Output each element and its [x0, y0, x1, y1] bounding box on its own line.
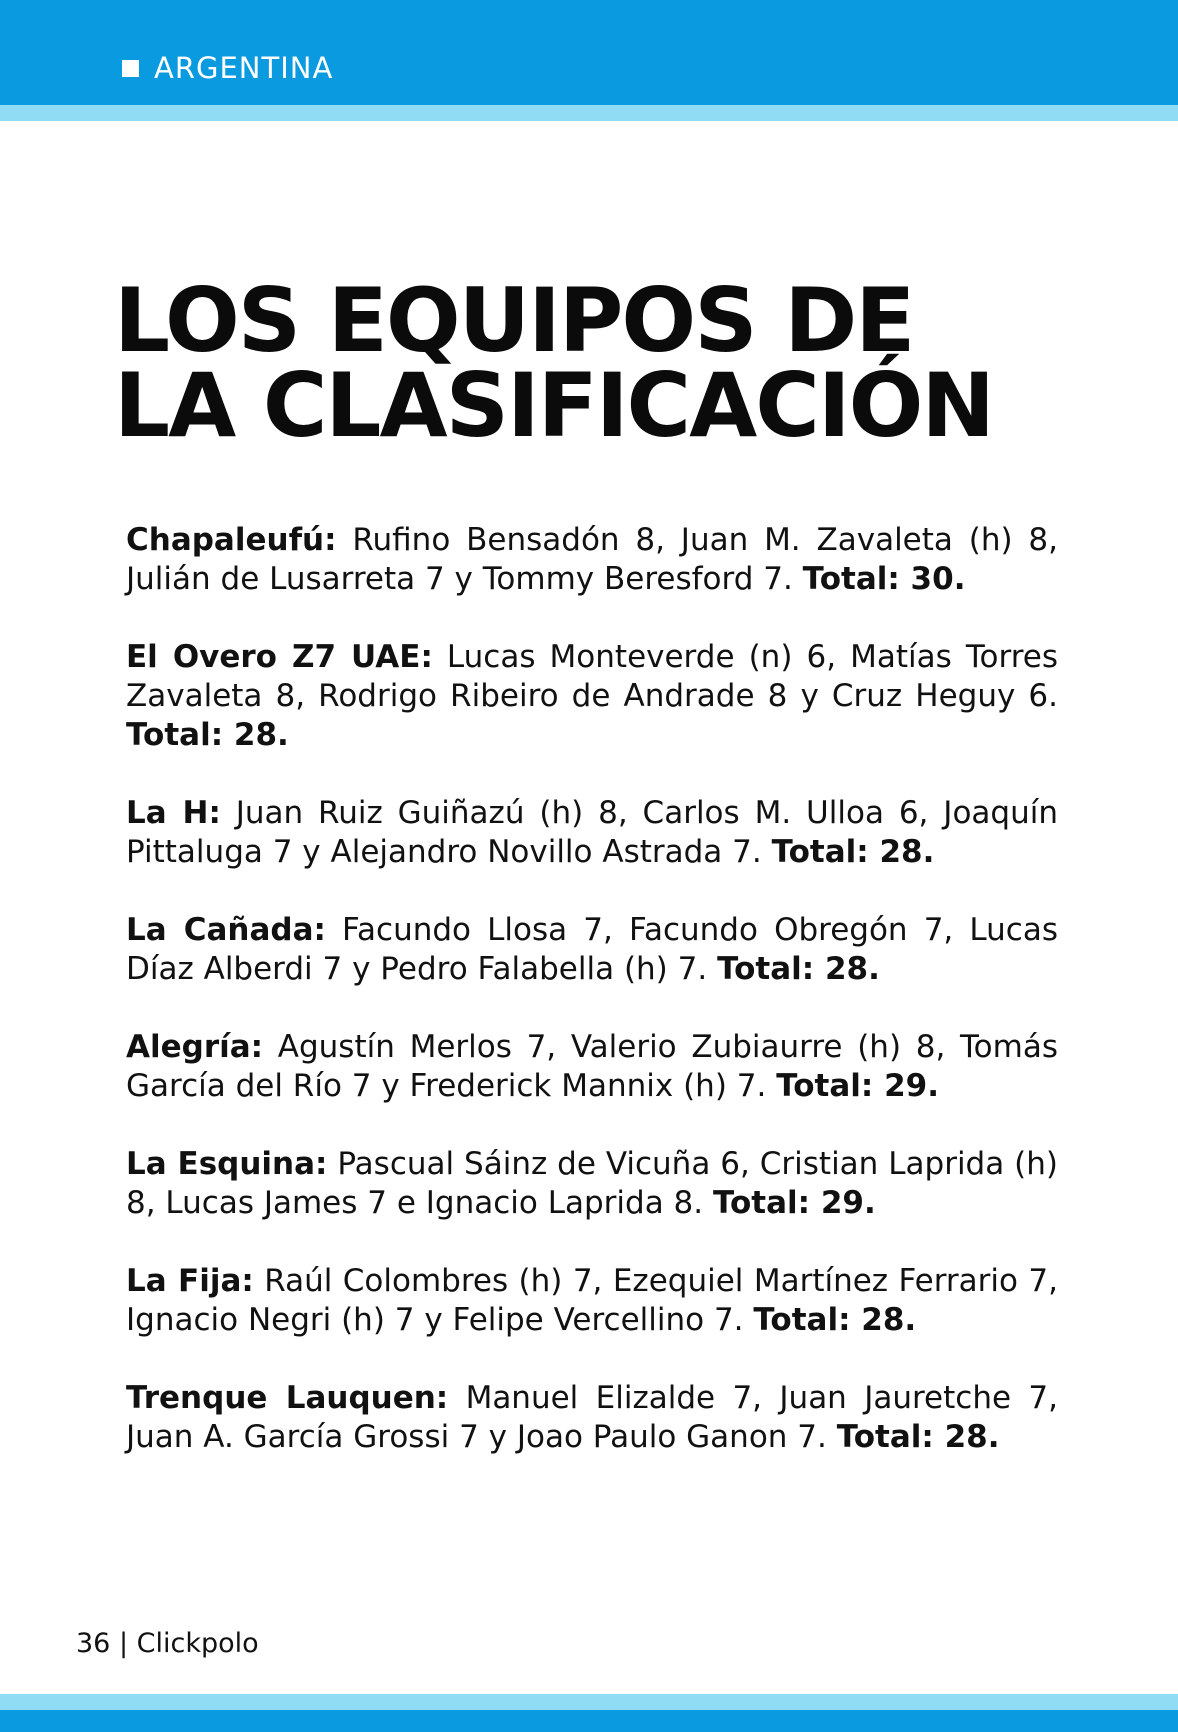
team-name: La Fija:: [126, 1263, 254, 1299]
team-entry: [126, 1262, 1058, 1340]
team-entry: [126, 1145, 1058, 1223]
team-total: Total: 28.: [126, 717, 289, 753]
header-stripe: [0, 105, 1178, 121]
team-players: Manuel Elizalde 7, Juan Jauretche 7, Juan A. García Grossi 7 y Joao Paulo Ganon 7.: [126, 1380, 1058, 1455]
team-total: Total: 28.: [753, 1302, 917, 1338]
page-title-line-2: LA CLASIFICACIÓN: [114, 354, 994, 457]
team-name: Trenque Lauquen:: [126, 1380, 449, 1416]
team-name: La Cañada:: [126, 912, 326, 948]
team-players: Lucas Monteverde (n) 6, Matías Torres Zavaleta 8, Rodrigo Ribeiro de Andrade 8 y Cruz Heguy 6.: [126, 639, 1058, 714]
team-entry: [126, 638, 1058, 755]
team-list: [126, 521, 1058, 1496]
team-total: Total: 28.: [771, 834, 935, 870]
team-players: Pascual Sáinz de Vicuña 6, Cristian Laprida (h) 8, Lucas James 7 e Ignacio Laprida 8.: [126, 1146, 1058, 1221]
team-name: La Esquina:: [126, 1146, 328, 1182]
team-name: El Overo Z7 UAE:: [126, 639, 433, 675]
team-total: Total: 30.: [802, 561, 966, 597]
team-total: Total: 29.: [712, 1185, 876, 1221]
team-total: Total: 28.: [836, 1419, 1000, 1455]
team-players: Juan Ruiz Guiñazú (h) 8, Carlos M. Ulloa 6, Joaquín Pittaluga 7 y Alejandro Novillo Astrada 7.: [126, 795, 1058, 870]
team-name: Chapaleufú:: [126, 522, 337, 558]
team-entry: [126, 911, 1058, 989]
square-icon: [122, 60, 139, 77]
page-footer: 36 | Clickpolo: [76, 1628, 259, 1659]
team-players: Agustín Merlos 7, Valerio Zubiaurre (h) 8, Tomás García del Río 7 y Frederick Mannix (h) 7.: [126, 1029, 1058, 1104]
page-title-line-1: LOS EQUIPOS DE: [114, 269, 914, 372]
page-title: [114, 269, 994, 457]
team-players: Raúl Colombres (h) 7, Ezequiel Martínez Ferrario 7, Ignacio Negri (h) 7 y Felipe Vercellino 7.: [126, 1263, 1058, 1338]
team-name: La H:: [126, 795, 221, 831]
section-name: ARGENTINA: [154, 51, 334, 85]
footer-stripe: [0, 1694, 1178, 1710]
team-entry: [126, 1379, 1058, 1457]
footer-band: [0, 1710, 1178, 1732]
team-players: Facundo Llosa 7, Facundo Obregón 7, Lucas Díaz Alberdi 7 y Pedro Falabella (h) 7.: [126, 912, 1058, 987]
team-total: Total: 29.: [776, 1068, 939, 1104]
section-label: [122, 50, 333, 86]
team-entry: [126, 794, 1058, 872]
team-entry: [126, 521, 1058, 599]
team-entry: [126, 1028, 1058, 1106]
team-total: Total: 28.: [717, 951, 880, 987]
team-name: Alegría:: [126, 1029, 264, 1065]
team-players: Rufino Bensadón 8, Juan M. Zavaleta (h) 8, Julián de Lusarreta 7 y Tommy Beresford 7.: [126, 522, 1058, 597]
